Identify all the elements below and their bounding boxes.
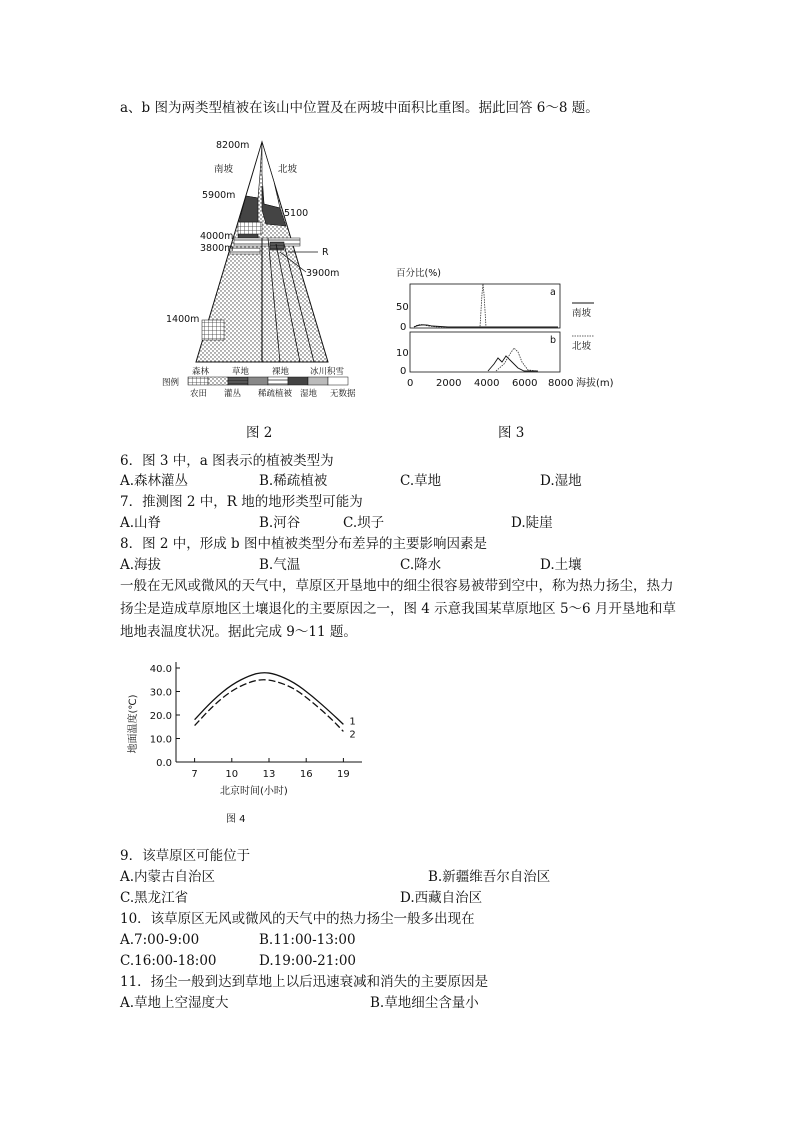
q9-stem: 9．该草原区可能位于 — [120, 848, 251, 864]
panel-b-frame — [410, 332, 560, 372]
q10-option-c: C.16:00-18:00 — [120, 953, 217, 969]
r-label: R — [322, 247, 329, 258]
grid-band — [238, 222, 262, 234]
q10-option-b: B.11:00-13:00 — [259, 932, 356, 948]
figure-2-mountain-diagram — [160, 134, 390, 404]
legend-shrub: 灌丛 — [224, 389, 242, 399]
panel-a-ytick-0: 0 — [400, 322, 407, 333]
legend-sparse: 稀疏植被 — [258, 389, 293, 399]
panel-a-ytick-50: 50 — [396, 302, 409, 313]
fig4-xtick-label: 7 — [191, 769, 198, 780]
fig4-ylabel: 地面温度(℃) — [128, 694, 139, 754]
fig4-caption: 图 4 — [226, 814, 246, 825]
fig3-xlabel: 海拔(m) — [576, 378, 614, 389]
bare-zone-north — [262, 142, 280, 208]
fig4-xtick-label: 13 — [262, 769, 276, 780]
q11-stem: 11．扬尘一般到达到草地上以后迅速衰减和消失的主要原因是 — [120, 974, 489, 990]
fig4-ytick-label: 20.0 — [149, 711, 172, 722]
legend-title: 图例 — [162, 378, 180, 388]
q9-option-a: A.内蒙古自治区 — [120, 869, 216, 885]
legend-nodata: 无数据 — [330, 389, 356, 399]
panel-a-frame — [410, 284, 560, 328]
fig3-ylabel: 百分比(%) — [396, 268, 441, 279]
hatch-band — [234, 238, 300, 246]
forest-patch-1400 — [202, 320, 224, 340]
q8-option-a: A.海拔 — [120, 557, 162, 573]
q6-option-c: C.草地 — [400, 473, 442, 489]
fig4-ytick-label: 10.0 — [149, 734, 172, 746]
panel-b-ytick-0: 0 — [400, 366, 407, 377]
q7-option-d: D.陡崖 — [511, 515, 553, 531]
q11-option-a: A.草地上空湿度大 — [120, 995, 229, 1011]
fig4-series-2-line — [195, 680, 344, 732]
fig4-yticks — [150, 664, 180, 769]
q11-option-b: B.草地细尘含量小 — [370, 995, 479, 1011]
fig3-xtick-4000: 4000 — [474, 378, 500, 389]
q6-stem: 6．图 3 中，a 图表示的植被类型为 — [120, 453, 334, 469]
q8-option-c: C.降水 — [400, 557, 442, 573]
legend-north-text: 北坡 — [572, 341, 592, 352]
legend-glacier: 冰川积雪 — [310, 367, 345, 377]
fig4-ytick-label: 40.0 — [149, 664, 172, 675]
fig3-xtick-0: 0 — [407, 378, 414, 389]
q9-option-d: D.西藏自治区 — [400, 890, 483, 906]
legend-bare: 裸地 — [272, 367, 290, 377]
elev-5100-label: 5100 — [284, 208, 309, 219]
legend-wetland: 湿地 — [300, 389, 318, 399]
fig4-ytick-label: 30.0 — [149, 687, 172, 699]
q8-stem: 8．图 2 中，形成 b 图中植被类型分布差异的主要影响因素是 — [120, 536, 487, 552]
figure-3-area-chart — [388, 264, 648, 394]
q9-option-b: B.新疆维吾尔自治区 — [428, 869, 551, 885]
elev-8200-label: 8200m — [216, 140, 250, 151]
q7-option-a: A.山脊 — [120, 515, 162, 531]
q6-option-b: B.稀疏植被 — [259, 473, 328, 489]
fig4-xtick-label: 19 — [337, 769, 350, 780]
panel-b-label: b — [550, 335, 557, 346]
elev-3900-label: 3900m — [306, 268, 340, 279]
figure-4-line-chart — [120, 652, 370, 832]
fig3-xtick-8000: 8000 — [548, 378, 574, 389]
fig4-xlabel: 北京时间(小时) — [220, 786, 288, 797]
panel-b-ytick-10: 10 — [396, 348, 409, 359]
fig4-xticks — [191, 758, 349, 780]
south-slope-label: 南坡 — [214, 164, 234, 175]
elev-1400-label: 1400m — [166, 314, 200, 325]
legend-farm: 农田 — [190, 389, 208, 399]
q7-stem: 7．推测图 2 中，R 地的地形类型可能为 — [120, 494, 363, 510]
legend-forest: 森林 — [192, 367, 210, 377]
q8-option-b: B.气温 — [259, 557, 301, 573]
fig3-xtick-2000: 2000 — [436, 378, 462, 389]
elev-3800-label: 3800m — [200, 243, 234, 254]
q10-option-d: D.19:00-21:00 — [259, 953, 357, 969]
hatch-band-2 — [230, 248, 260, 254]
legend-swatches — [188, 377, 348, 385]
fig4-xtick-label: 16 — [299, 769, 313, 780]
fig3-xtick-6000: 6000 — [512, 378, 538, 389]
q7-option-b: B.河谷 — [259, 515, 301, 531]
q7-option-c: C.坝子 — [343, 515, 385, 531]
q9-option-c: C.黑龙江省 — [120, 890, 189, 906]
elev-5900-label: 5900m — [202, 190, 236, 201]
q10-option-a: A.7:00-9:00 — [120, 932, 200, 948]
elev-4000-label: 4000m — [200, 231, 234, 242]
legend-south-text: 南坡 — [572, 308, 592, 319]
fig4-xtick-label: 10 — [225, 769, 239, 780]
north-slope-label: 北坡 — [278, 164, 298, 175]
panel-a-label: a — [550, 287, 556, 298]
q6-option-d: D.湿地 — [540, 473, 582, 489]
q10-stem: 10．该草原区无风或微风的天气中的热力扬尘一般多出现在 — [120, 911, 475, 927]
passage-text: 一般在无风或微风的天气中，草原区开垦地中的细尘很容易被带到空中，称为热力扬尘，热力扬尘是造成草原地区土壤退化的主要原因之一，图 4 示意我国某草原地区 5～6 月开垦地和草地地表温度状况。据此完成 9～11 题。 — [120, 578, 676, 640]
fig4-series — [195, 673, 356, 741]
intro-text: a、b 图为两类型植被在该山中位置及在两坡中面积比重图。据此回答 6～8 题。 — [120, 100, 599, 116]
fig4-series-2-label: 2 — [349, 729, 356, 741]
q6-option-a: A.森林灌丛 — [120, 473, 189, 489]
fig4-series-1-label: 1 — [349, 716, 356, 728]
figure-3-caption: 图 3 — [498, 425, 525, 441]
q8-option-d: D.土壤 — [540, 557, 582, 573]
figure-2-caption: 图 2 — [246, 425, 273, 441]
legend-grass: 草地 — [232, 367, 250, 377]
fig4-ytick-label: 0.0 — [156, 758, 172, 769]
fig4-ylabel-group — [126, 694, 139, 753]
